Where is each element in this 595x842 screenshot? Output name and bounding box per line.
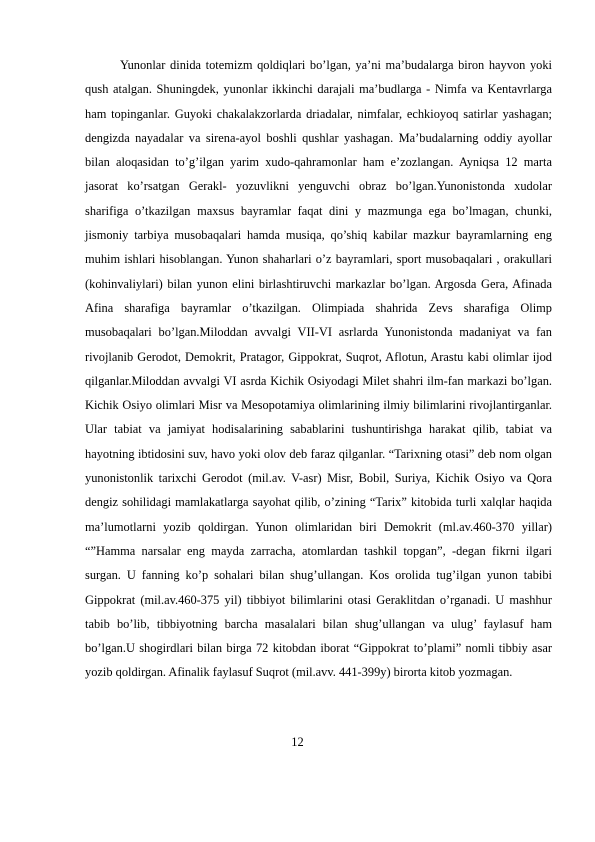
- body-paragraph: Yunonlar dinida totemizm qoldiqlari bo’lgan, ya’ni ma’budalarga biron hayvon yoki qush atalgan. Shuningdek, yunonlar ikkinchi darajali ma’budlarga - Nimfa va Kentavrlarga ham topinganlar. Guyoki chakalakzorlarda driadalar, nimfalar, echkioyoq satirlar yashagan; dengizda nayadalar va sirena-ayol boshli qushlar yashagan. Ma’budalarning oddiy ayollar bilan aloqasidan to’g’ilgan yarim xudo-qahramonlar ham e’zozlangan. Ayniqsa 12 marta jasorat ko’rsatgan Gerakl- yozuvlikni yenguvchi obraz bo’lgan.Yunonistonda xudolar sharifiga o’tkazilgan maxsus bayramlar faqat dini y mazmunga ega bo’lmagan, chunki, jismoniy tarbiya musobaqalari hamda musiqa, qo’shiq kabilar mazkur bayramlarning eng muhim ishlari hisoblangan. Yunon shaharlari o’z bayramlari, sport musobaqalari , orakullari (kohinvaliylari) bilan yunon elini birlashtiruvchi markazlar bo’lgan. Argosda Gera, Afinada Afina sharafiga bayramlar o’tkazilgan. Olimpiada shahrida Zevs sharafiga Olimp musobaqalari bo’lgan.Miloddan avvalgi VII-VI asrlarda Yunonistonda madaniyat va fan rivojlanib Gerodot, Demokrit, Pratagor, Gippokrat, Suqrot, Aflotun, Arastu kabi olimlar ijod qilganlar.Miloddan avvalgi VI asrda Kichik Osiyodagi Milet shahri ilm-fan markazi bo’lgan. Kichik Osiyo olimlari Misr va Mesopotamiya olimlarining ilmiy bilimlarini rivojlantirganlar. Ular tabiat va jamiyat hodisalarining sabablarini tushuntirishga harakat qilib, tabiat va hayotning ibtidosini suv, havo yoki olov deb faraz qilganlar. “Tarixning otasi” deb nom olgan yunonistonlik tarixchi Gerodot (mil.av. V-asr) Misr, Bobil, Suriya, Kichik Osiyo va Qora dengiz sohilidagi mamlakatlarga sayohat qilib, o’zining “Tarix” kitobida turli xalqlar haqida ma’lumotlarni yozib qoldirgan. Yunon olimlaridan biri Demokrit (ml.av.460-370 yillar) “”Hamma narsalar eng mayda zarracha, atomlardan tashkil topgan”, -degan fikrni ilgari surgan. U fanning ko’p sohalari bilan shug’ullangan. Kos orolida tug’ilgan yunon tabibi Gippokrat (mil.av.460-375 yil) tibbiyot bilimlarini otasi Geraklitdan o’rganadi. U mashhur tabib bo’lib, tibbiyotning barcha masalalari bilan shug’ullangan va ulug’ faylasuf ham bo’lgan.U shogirdlari bilan birga 72 kitobdan iborat “Gippokrat to’plami” nomli tibbiy asar yozib qoldirgan. Afinalik faylasuf Suqrot (mil.avv. 441-399y) birorta kitob yozmagan.: [85, 58, 552, 680]
- page-number: 12: [291, 735, 304, 749]
